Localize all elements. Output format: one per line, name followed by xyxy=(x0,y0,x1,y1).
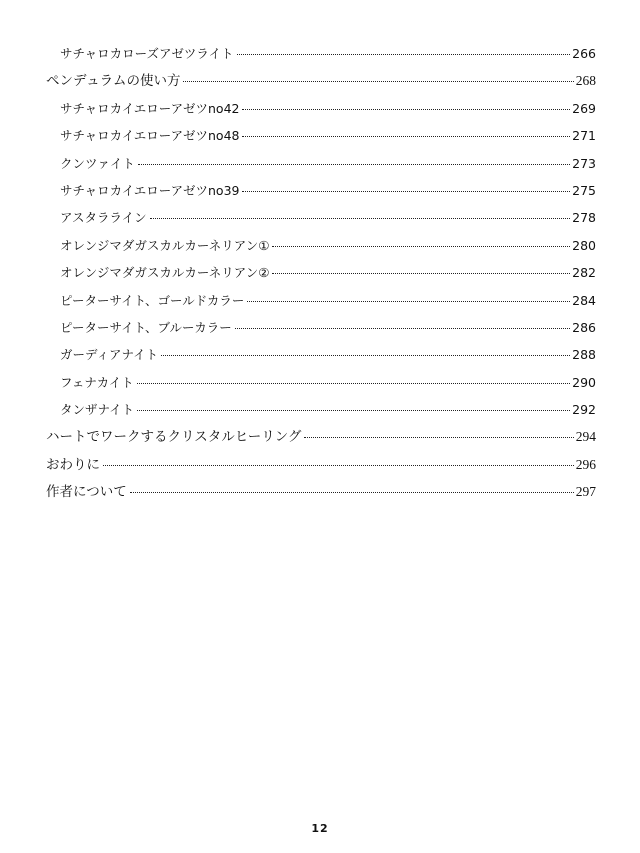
toc-entry[interactable] xyxy=(46,396,596,423)
toc-entry-page: 266 xyxy=(572,46,596,61)
toc-entry[interactable] xyxy=(46,259,596,286)
dot-leader xyxy=(235,327,570,329)
toc-entry[interactable] xyxy=(46,67,596,94)
dot-leader xyxy=(272,245,570,247)
toc-entry-title: オレンジマダガスカルカーネリアン① xyxy=(60,237,270,253)
toc-entry-title: ハートでワークするクリスタルヒーリング xyxy=(46,429,302,445)
dot-leader xyxy=(137,382,570,384)
toc-entry-title: オレンジマダガスカルカーネリアン② xyxy=(60,265,270,281)
toc-entry-title: サチャロカイエローアゼツno48 xyxy=(60,128,240,144)
toc-entry[interactable] xyxy=(46,478,596,505)
dot-leader xyxy=(103,464,574,466)
toc-entry-title: サチャロカイエローアゼツno42 xyxy=(60,100,240,116)
toc-entry-page: 282 xyxy=(572,265,596,281)
toc-entry-title: おわりに xyxy=(46,456,100,472)
toc-entry-page: 271 xyxy=(572,128,596,144)
toc-entry-title: サチャロカイエローアゼツno39 xyxy=(60,182,240,198)
toc-entry[interactable] xyxy=(46,314,596,341)
toc-entry-page: 273 xyxy=(572,155,596,171)
toc-entry-title: ガーディアナイト xyxy=(60,347,159,363)
toc-entry-title: サチャロカローズアゼツライト xyxy=(60,46,234,61)
toc-entry-title: クンツァイト xyxy=(60,155,135,171)
dot-leader xyxy=(242,190,570,192)
toc-entry[interactable] xyxy=(46,423,596,450)
dot-leader xyxy=(247,300,570,302)
toc-entry[interactable] xyxy=(46,287,596,314)
dot-leader xyxy=(150,217,571,219)
toc-entry-title: アスタラライン xyxy=(60,210,147,226)
toc-entry[interactable] xyxy=(46,95,596,122)
dot-leader xyxy=(130,491,574,493)
toc-entry-title: ピーターサイト、ブルーカラー xyxy=(60,319,232,335)
toc-entry[interactable] xyxy=(46,204,596,231)
dot-leader xyxy=(242,108,570,110)
dot-leader xyxy=(138,163,570,165)
dot-leader xyxy=(183,80,573,82)
toc-entry[interactable] xyxy=(46,369,596,396)
toc-entry-page: 275 xyxy=(572,182,596,198)
page-number: 12 xyxy=(311,822,329,835)
dot-leader xyxy=(161,354,570,356)
toc-entry-page: 297 xyxy=(575,484,596,500)
dot-leader xyxy=(237,53,571,55)
toc-entry-page: 286 xyxy=(572,319,596,335)
toc-entry-page: 280 xyxy=(572,237,596,253)
dot-leader xyxy=(137,409,570,411)
toc-entry[interactable] xyxy=(46,122,596,149)
dot-leader xyxy=(242,135,570,137)
toc-entry-page: 284 xyxy=(572,292,596,308)
toc-entry[interactable] xyxy=(46,177,596,204)
toc-entry-title: ペンデュラムの使い方 xyxy=(46,73,181,89)
table-of-contents xyxy=(46,40,596,506)
toc-entry-title: 作者について xyxy=(46,484,127,500)
toc-entry-page: 290 xyxy=(572,374,596,390)
toc-entry-page: 268 xyxy=(575,73,596,89)
toc-entry[interactable] xyxy=(46,451,596,478)
dot-leader xyxy=(272,272,570,274)
toc-entry-page: 269 xyxy=(572,100,596,116)
toc-entry[interactable] xyxy=(46,341,596,368)
toc-entry[interactable] xyxy=(46,232,596,259)
toc-entry-page: 288 xyxy=(572,347,596,363)
dot-leader xyxy=(304,436,573,438)
toc-entry[interactable] xyxy=(46,40,596,67)
toc-entry[interactable] xyxy=(46,150,596,177)
toc-entry-title: タンザナイト xyxy=(60,402,135,418)
toc-entry-page: 278 xyxy=(572,210,596,226)
toc-entry-page: 294 xyxy=(575,429,596,445)
toc-entry-title: フェナカイト xyxy=(60,374,134,390)
toc-entry-title: ピーターサイト、ゴールドカラー xyxy=(60,292,245,308)
toc-entry-page: 292 xyxy=(572,402,596,418)
toc-entry-page: 296 xyxy=(575,456,596,472)
